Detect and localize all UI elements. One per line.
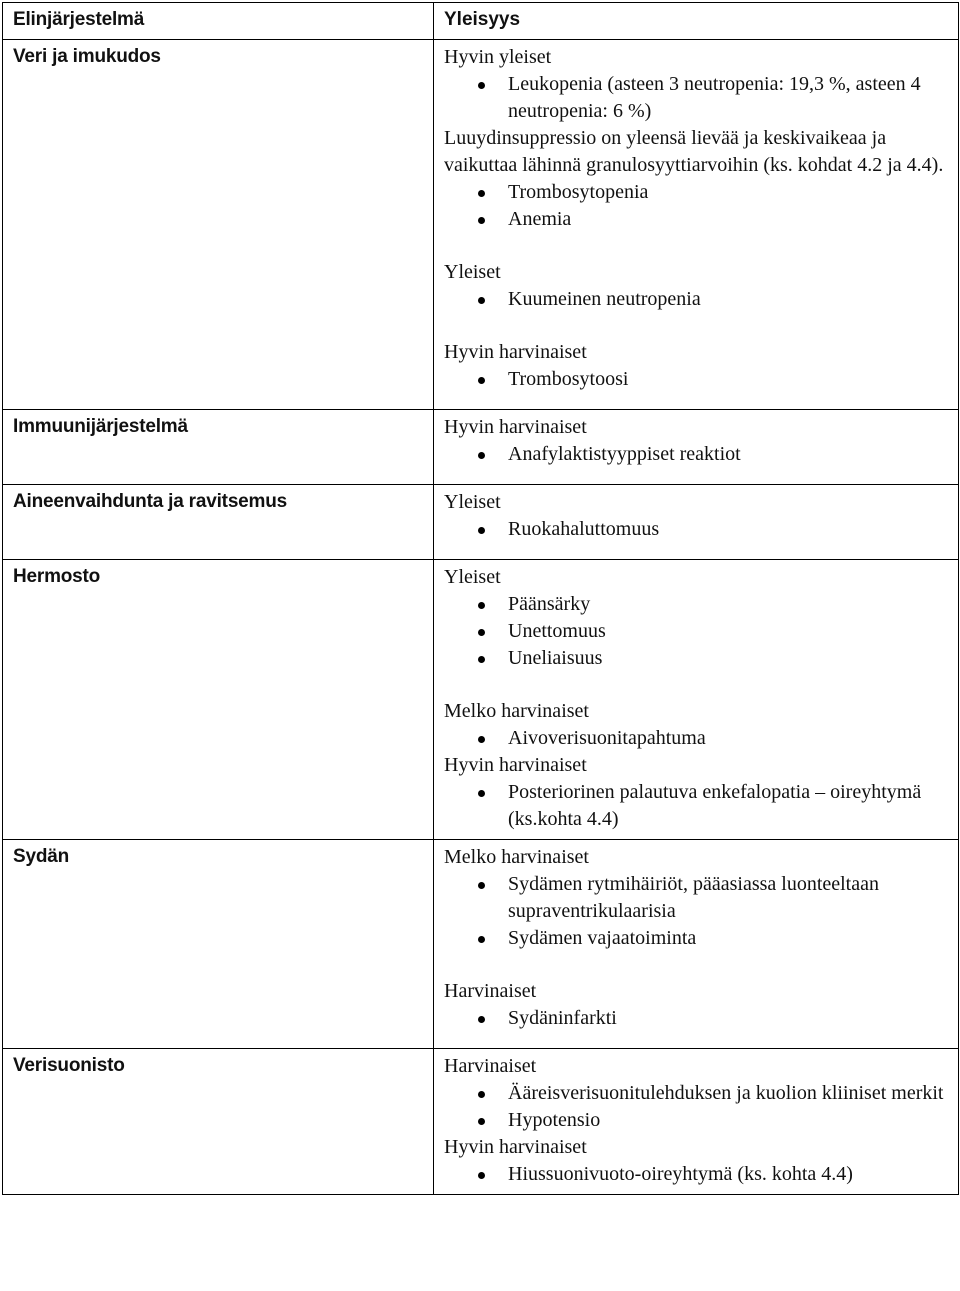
effect-text: Aivoverisuonitapahtuma — [508, 727, 706, 749]
list-item — [444, 1161, 948, 1188]
frequency-label: Melko harvinaiset — [444, 700, 589, 722]
effect-text: Unettomuus — [508, 620, 606, 642]
effect-text: Anafylaktistyyppiset reaktiot — [508, 443, 741, 465]
list-item — [444, 1005, 948, 1032]
effect-list — [444, 71, 948, 125]
list-item — [444, 725, 948, 752]
list-item — [444, 286, 948, 313]
list-item — [444, 591, 948, 618]
effect-list — [444, 179, 948, 233]
effect-list — [444, 516, 948, 543]
bullet-icon — [478, 790, 485, 797]
table-row — [3, 40, 959, 410]
frequency-label: Melko harvinaiset — [444, 846, 589, 868]
frequency-cell — [434, 40, 959, 410]
bullet-icon — [478, 602, 485, 609]
list-item — [444, 366, 948, 393]
header-system: Elinjärjestelmä — [3, 3, 434, 40]
effect-list — [444, 1161, 948, 1188]
table-header-row — [3, 3, 959, 40]
adverse-effects-table — [2, 2, 959, 1195]
list-item — [444, 516, 948, 543]
frequency-label: Hyvin harvinaiset — [444, 1136, 587, 1158]
effect-text: Sydämen vajaatoiminta — [508, 927, 697, 949]
list-item — [444, 1080, 948, 1107]
effect-text: Trombosytopenia — [508, 181, 649, 203]
effect-text: Hypotensio — [508, 1109, 601, 1131]
effect-list — [444, 286, 948, 313]
bullet-icon — [478, 1118, 485, 1125]
list-item — [444, 179, 948, 206]
frequency-cell — [434, 410, 959, 485]
effect-text: Trombosytoosi — [508, 368, 629, 390]
system-cell: Verisuonisto — [3, 1049, 434, 1195]
effect-text: Sydäninfarkti — [508, 1007, 617, 1029]
frequency-cell — [434, 560, 959, 840]
bullet-icon — [478, 1091, 485, 1098]
bullet-icon — [478, 452, 485, 459]
bullet-icon — [478, 882, 485, 889]
list-item — [444, 206, 948, 233]
frequency-cell — [434, 485, 959, 560]
header-frequency: Yleisyys — [434, 3, 959, 40]
list-item — [444, 71, 948, 125]
bullet-icon — [478, 936, 485, 943]
system-cell: Aineenvaihdunta ja ravitsemus — [3, 485, 434, 560]
effect-list — [444, 591, 948, 672]
frequency-cell — [434, 1049, 959, 1195]
system-cell: Sydän — [3, 840, 434, 1049]
bullet-icon — [478, 377, 485, 384]
list-item — [444, 925, 948, 952]
effect-text: Sydämen rytmihäiriöt, pääasiassa luonteeltaan supraventrikulaarisia — [508, 873, 879, 922]
effect-list — [444, 441, 948, 468]
table-row — [3, 840, 959, 1049]
effect-text: Leukopenia (asteen 3 neutropenia: 19,3 %, asteen 4 neutropenia: 6 %) — [508, 73, 921, 122]
frequency-label: Hyvin harvinaiset — [444, 341, 587, 363]
system-cell: Immuunijärjestelmä — [3, 410, 434, 485]
effect-list — [444, 871, 948, 952]
bullet-icon — [478, 297, 485, 304]
effect-text: Uneliaisuus — [508, 647, 603, 669]
bullet-icon — [478, 1172, 485, 1179]
bullet-icon — [478, 527, 485, 534]
bullet-icon — [478, 656, 485, 663]
table-row — [3, 485, 959, 560]
bullet-icon — [478, 190, 485, 197]
note-text: Luuydinsuppressio on yleensä lievää ja keskivaikeaa ja vaikuttaa lähinnä granulosyyttiarvoihin (ks. kohdat 4.2 ja 4.4). — [444, 127, 944, 176]
frequency-label: Yleiset — [444, 566, 501, 588]
frequency-label: Hyvin yleiset — [444, 46, 552, 68]
effect-list — [444, 1005, 948, 1032]
effect-list — [444, 1080, 948, 1134]
effect-list — [444, 779, 948, 833]
frequency-label: Yleiset — [444, 261, 501, 283]
frequency-label: Harvinaiset — [444, 1055, 537, 1077]
effect-text: Anemia — [508, 208, 572, 230]
list-item — [444, 441, 948, 468]
effect-text: Ruokahaluttomuus — [508, 518, 660, 540]
effect-list — [444, 366, 948, 393]
effect-text: Päänsärky — [508, 593, 591, 615]
system-cell: Hermosto — [3, 560, 434, 840]
effect-list — [444, 725, 948, 752]
list-item — [444, 1107, 948, 1134]
table-row — [3, 1049, 959, 1195]
bullet-icon — [478, 217, 485, 224]
list-item — [444, 645, 948, 672]
list-item — [444, 618, 948, 645]
list-item — [444, 779, 948, 833]
frequency-label: Harvinaiset — [444, 980, 537, 1002]
system-cell: Veri ja imukudos — [3, 40, 434, 410]
bullet-icon — [478, 736, 485, 743]
bullet-icon — [478, 629, 485, 636]
bullet-icon — [478, 82, 485, 89]
effect-text: Posteriorinen palautuva enkefalopatia – oireyhtymä (ks.kohta 4.4) — [508, 781, 922, 830]
frequency-label: Hyvin harvinaiset — [444, 754, 587, 776]
frequency-cell — [434, 840, 959, 1049]
bullet-icon — [478, 1016, 485, 1023]
list-item — [444, 871, 948, 925]
frequency-label: Yleiset — [444, 491, 501, 513]
table-row — [3, 560, 959, 840]
frequency-label: Hyvin harvinaiset — [444, 416, 587, 438]
table-row — [3, 410, 959, 485]
effect-text: Hiussuonivuoto-oireyhtymä (ks. kohta 4.4) — [508, 1163, 853, 1185]
effect-text: Kuumeinen neutropenia — [508, 288, 701, 310]
effect-text: Ääreisverisuonitulehduksen ja kuolion kliiniset merkit — [508, 1082, 944, 1104]
